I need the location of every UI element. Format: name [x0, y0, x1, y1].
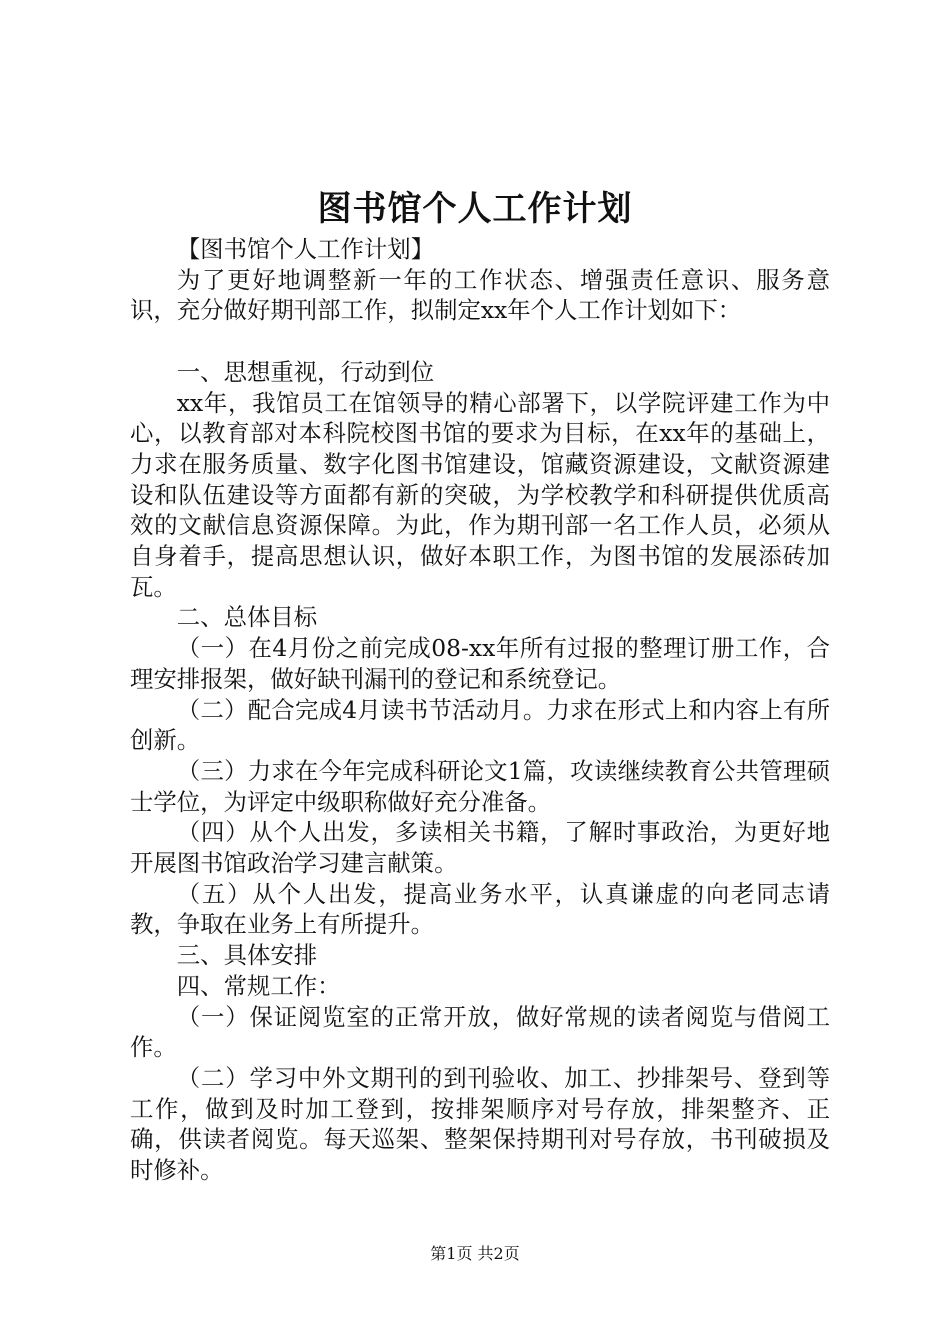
- paragraph-goal-2: （二）配合完成4月读书节活动月。力求在形式上和内容上有所创新。: [130, 695, 830, 755]
- section-heading-3: 三、具体安排: [176, 941, 318, 970]
- paragraph-section-1: xx年，我馆员工在馆领导的精心部署下，以学院评建工作为中心，以教育部对本科院校图书馆的要求为目标，在xx年的基础上，力求在服务质量、数字化图书馆建设，馆藏资源建设，文献资源建设和队伍建设等方面都有新的突破，为学校教学和科研提供优质高效的文献信息资源保障。为此，作为期刊部一名工作人员，必须从自身着手，提高思想认识，做好本职工作，为图书馆的发展添砖加瓦。: [130, 388, 830, 601]
- section-heading-1: 一、思想重视，行动到位: [176, 357, 435, 386]
- document-title: 图书馆个人工作计划: [317, 189, 633, 229]
- paragraph-heading-tag: 【图书馆个人工作计划】: [176, 235, 435, 263]
- page-footer: 第1页 共2页: [430, 1244, 520, 1263]
- paragraph-routine-1: （一）保证阅览室的正常开放，做好常规的读者阅览与借阅工作。: [130, 1002, 830, 1062]
- paragraph-goal-3: （三）力求在今年完成科研论文1篇，攻读继续教育公共管理硕士学位，为评定中级职称做好充分准备。: [130, 756, 830, 816]
- paragraph-intro: 为了更好地调整新一年的工作状态、增强责任意识、服务意识，充分做好期刊部工作，拟制定xx年个人工作计划如下：: [130, 265, 830, 325]
- paragraph-goal-1: （一）在4月份之前完成08-xx年所有过报的整理订册工作，合理安排报架，做好缺刊漏刊的登记和系统登记。: [130, 634, 830, 693]
- paragraph-goal-5: （五）从个人出发，提高业务水平，认真谦虚的向老同志请教，争取在业务上有所提升。: [130, 879, 830, 939]
- section-heading-2: 二、总体目标: [176, 603, 318, 632]
- section-heading-4: 四、常规工作：: [176, 971, 341, 1000]
- paragraph-routine-2: （二）学习中外文期刊的到刊验收、加工、抄排架号、登到等工作，做到及时加工登到，按排架顺序对号存放，排架整齐、正确，供读者阅览。每天巡架、整架保持期刊对号存放，书刊破损及时修补。: [130, 1063, 830, 1185]
- paragraph-goal-4: （四）从个人出发，多读相关书籍，了解时事政治，为更好地开展图书馆政治学习建言献策。: [130, 818, 830, 878]
- document-body: [130, 234, 830, 1186]
